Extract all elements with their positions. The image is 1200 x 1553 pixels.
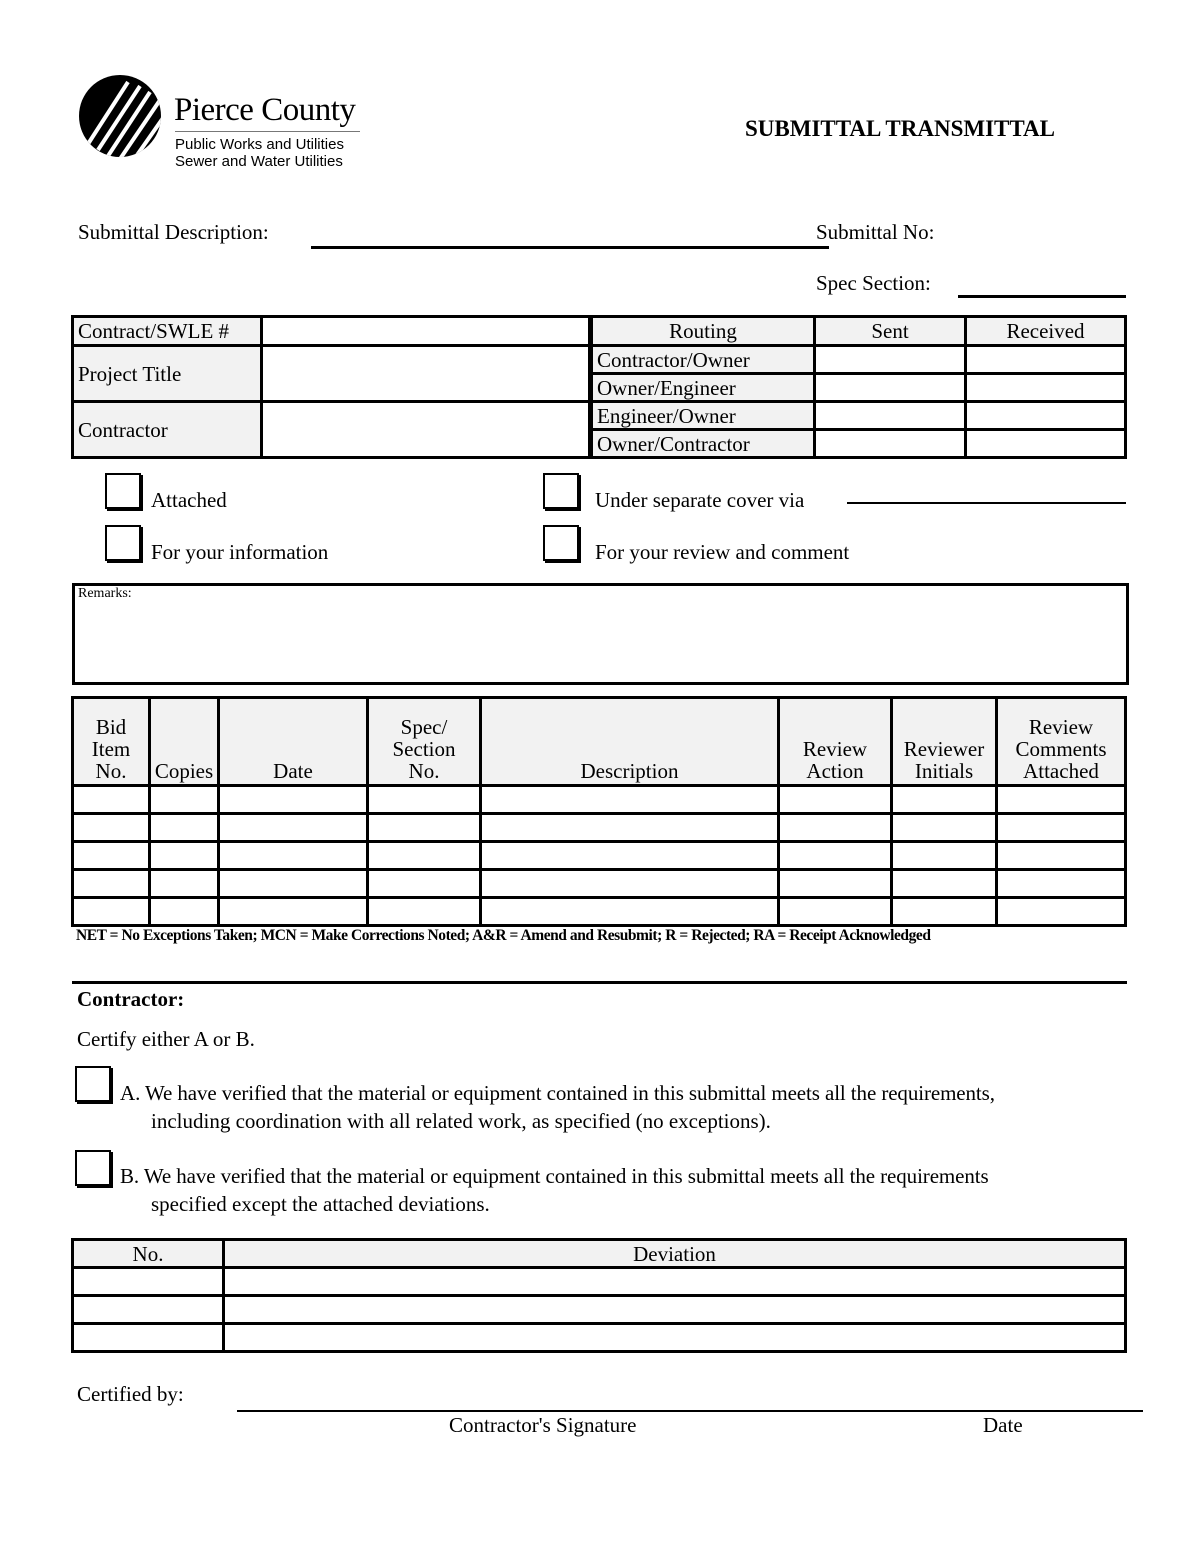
table-row (73, 842, 1126, 870)
bid-item-header-line: Item (91, 737, 131, 761)
review-comment-label: For your review and comment (595, 540, 850, 564)
table-cell[interactable] (368, 870, 481, 898)
routing-table (590, 315, 1127, 459)
review-action-legend: NET = No Exceptions Taken; MCN = Make Corrections Noted; A&R = Amend and Resubmit; R = Rejected; RA = Receipt Acknowledged (76, 927, 931, 944)
table-cell[interactable] (779, 786, 892, 814)
attached-checkbox[interactable] (105, 473, 141, 509)
review-action-header-line: Review (802, 737, 868, 761)
submittal-description-label: Submittal Description: (78, 220, 269, 244)
pierce-county-logo-mark (78, 74, 162, 158)
table-cell[interactable] (997, 870, 1126, 898)
deviation-table (71, 1238, 1127, 1353)
review-comment-checkbox[interactable] (543, 525, 579, 561)
logo-brand: Pierce County (174, 92, 356, 128)
option-a-line2: including coordination with all related work, as specified (no exceptions). (151, 1109, 771, 1133)
reviewer-initials-header (892, 698, 997, 786)
table-cell[interactable] (150, 842, 219, 870)
routing-header: Routing (592, 317, 815, 346)
routing-received-field[interactable] (966, 402, 1126, 430)
table-row (73, 870, 1126, 898)
spec-section-input[interactable] (958, 295, 1126, 298)
deviation-field[interactable] (224, 1268, 1126, 1296)
table-cell[interactable] (481, 870, 779, 898)
attached-label: Attached (151, 488, 227, 512)
review-comments-header-line: Comments (1015, 737, 1107, 761)
routing-row-label: Engineer/Owner (592, 402, 815, 430)
table-cell[interactable] (892, 786, 997, 814)
table-row (73, 898, 1126, 926)
option-a-checkbox[interactable] (75, 1066, 111, 1102)
copies-header (150, 698, 219, 786)
date-header-line: Date (273, 759, 313, 783)
table-row (73, 1296, 1126, 1324)
form-title: SUBMITTAL TRANSMITTAL (745, 116, 1055, 141)
option-a-line1: A. We have verified that the material or equipment contained in this submittal meets all the requirements, (120, 1081, 995, 1105)
deviation-no-field[interactable] (73, 1296, 224, 1324)
submittal-description-input[interactable] (311, 246, 829, 249)
deviation-field[interactable] (224, 1296, 1126, 1324)
review-comments-header-line: Attached (1023, 759, 1099, 783)
received-header: Received (966, 317, 1126, 346)
table-cell[interactable] (219, 814, 368, 842)
table-cell[interactable] (481, 842, 779, 870)
deviation-field[interactable] (224, 1324, 1126, 1352)
routing-row-label: Contractor/Owner (592, 346, 815, 374)
routing-sent-field[interactable] (815, 402, 966, 430)
for-information-label: For your information (151, 540, 329, 564)
remarks-label: Remarks: (78, 586, 132, 601)
option-b-checkbox[interactable] (75, 1150, 111, 1186)
table-cell[interactable] (779, 814, 892, 842)
separate-cover-label: Under separate cover via (595, 488, 805, 512)
table-cell[interactable] (779, 842, 892, 870)
table-cell[interactable] (892, 814, 997, 842)
spec-section-label: Spec Section: (816, 271, 931, 295)
signature-line[interactable] (237, 1410, 1143, 1412)
table-cell[interactable] (150, 814, 219, 842)
description-header-line: Description (580, 759, 679, 783)
review-action-header-line: Action (806, 759, 864, 783)
sent-header: Sent (815, 317, 966, 346)
date-label: Date (983, 1413, 1023, 1437)
table-cell[interactable] (368, 814, 481, 842)
table-row (73, 814, 1126, 842)
reviewer-initials-header-line: Initials (914, 759, 974, 783)
copies-header-line: Copies (154, 759, 214, 783)
contractor-heading: Contractor: (77, 987, 185, 1011)
spec-section-header (368, 698, 481, 786)
project-title-field[interactable] (262, 346, 590, 402)
logo-line2: Sewer and Water Utilities (175, 153, 343, 170)
logo-divider (175, 131, 360, 132)
table-cell[interactable] (219, 842, 368, 870)
bid-item-header-line: No. (95, 759, 127, 783)
contract-field[interactable] (262, 317, 590, 346)
table-cell[interactable] (73, 898, 150, 926)
table-row (73, 1268, 1126, 1296)
table-cell[interactable] (481, 786, 779, 814)
routing-row-label: Owner/Engineer (592, 374, 815, 402)
contractor-field[interactable] (262, 402, 590, 458)
review-comments-header (997, 698, 1126, 786)
certified-by-label: Certified by: (77, 1382, 184, 1406)
reviewer-initials-header-line: Reviewer (903, 737, 985, 761)
option-b-line1: B. We have verified that the material or equipment contained in this submittal meets all the requirements (120, 1164, 989, 1188)
section-divider (72, 981, 1127, 984)
table-cell[interactable] (779, 898, 892, 926)
table-cell[interactable] (73, 814, 150, 842)
table-cell[interactable] (892, 842, 997, 870)
routing-sent-field[interactable] (815, 374, 966, 402)
table-cell[interactable] (150, 898, 219, 926)
for-information-checkbox[interactable] (105, 525, 141, 561)
table-cell[interactable] (892, 898, 997, 926)
submittal-no-label: Submittal No: (816, 220, 935, 244)
bid-item-header (73, 698, 150, 786)
contract-label: Contract/SWLE # (73, 317, 262, 346)
table-cell[interactable] (219, 786, 368, 814)
table-cell[interactable] (997, 814, 1126, 842)
table-cell[interactable] (73, 842, 150, 870)
deviation-no-field[interactable] (73, 1268, 224, 1296)
certify-instruction: Certify either A or B. (77, 1027, 255, 1051)
review-comments-header-line: Review (1028, 715, 1094, 739)
deviation-no-field[interactable] (73, 1324, 224, 1352)
separate-cover-input[interactable] (847, 502, 1126, 504)
table-cell[interactable] (73, 870, 150, 898)
date-header (219, 698, 368, 786)
logo-line1: Public Works and Utilities (175, 136, 344, 153)
spec-section-header-line: Section (392, 737, 456, 761)
routing-received-field[interactable] (966, 346, 1126, 374)
routing-received-field[interactable] (966, 430, 1126, 458)
table-cell[interactable] (150, 786, 219, 814)
project-info-table (71, 315, 591, 459)
project-title-label: Project Title (73, 346, 262, 402)
routing-sent-field[interactable] (815, 346, 966, 374)
table-cell[interactable] (997, 842, 1126, 870)
spec-section-header-line: Spec/ (400, 715, 448, 739)
items-header-row (73, 698, 1126, 786)
table-cell[interactable] (219, 898, 368, 926)
table-cell[interactable] (219, 870, 368, 898)
contractor-label: Contractor (73, 402, 262, 458)
table-cell[interactable] (368, 898, 481, 926)
table-cell[interactable] (150, 870, 219, 898)
spec-section-header-line: No. (408, 759, 440, 783)
pierce-county-logo (78, 74, 378, 174)
table-cell[interactable] (997, 898, 1126, 926)
table-row (73, 1324, 1126, 1352)
routing-sent-field[interactable] (815, 430, 966, 458)
option-b-line2: specified except the attached deviations. (151, 1192, 490, 1216)
bid-item-header-line: Bid (95, 715, 127, 739)
remarks-box[interactable] (72, 583, 1129, 685)
signature-label: Contractor's Signature (449, 1413, 637, 1437)
table-cell[interactable] (892, 870, 997, 898)
table-cell[interactable] (368, 842, 481, 870)
submittal-items-table (71, 696, 1127, 927)
table-cell[interactable] (368, 786, 481, 814)
table-row (73, 786, 1126, 814)
separate-cover-checkbox[interactable] (543, 473, 579, 509)
routing-row-label: Owner/Contractor (592, 430, 815, 458)
deviation-header: Deviation (224, 1240, 1126, 1268)
table-cell[interactable] (997, 786, 1126, 814)
table-cell[interactable] (73, 786, 150, 814)
review-action-header (779, 698, 892, 786)
table-cell[interactable] (779, 870, 892, 898)
table-cell[interactable] (481, 898, 779, 926)
table-cell[interactable] (481, 814, 779, 842)
deviation-no-header: No. (73, 1240, 224, 1268)
routing-received-field[interactable] (966, 374, 1126, 402)
description-header (481, 698, 779, 786)
